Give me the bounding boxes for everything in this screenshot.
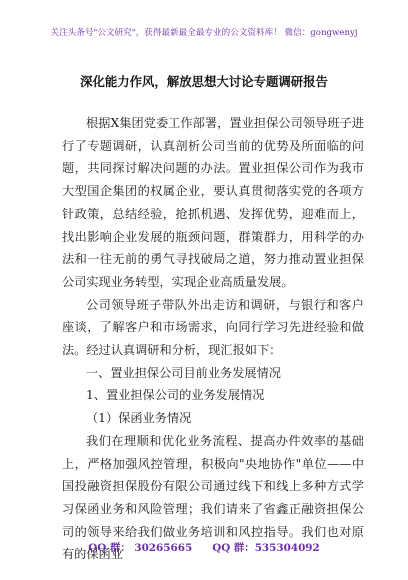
paragraph-guarantee: 我们在理顺和优化业务流程、提高办件效率的基础上，严格加强风控管理，积极向"央地协作"单位——中国投融资担保股份有限公司通过线下和线上多种方式学习保函业务和风险管理；我们请来了省鑫正融资担保公司的领导来给我们做业务培训和风控指导。我们也对原有的保函业 [62, 433, 364, 562]
promo-header: 关注头条号"公文研究"，获得最新最全最专业的公文资料库！ 微信：gongwenyj [50, 28, 358, 38]
heading-level-2: 1、置业担保公司的业务发展情况 [86, 388, 265, 403]
paragraph-survey: 公司领导班子带队外出走访和调研，与银行和客户座谈，了解客户和市场需求，向同行学习先进经验和做法。经过认真调研和分析，现汇报如下： [62, 297, 364, 358]
paragraph-intro: 根据X集团党委工作部署，置业担保公司领导班子进行了专题调研，认真剖析公司当前的优势及所面临的问题，共同探讨解决问题的办法。置业担保公司作为我市大型国企集团的权属企业，要认真贯彻落实党的各项方针政策，总结经验，抢抓机遇、发挥优势，迎难而上，找出影响企业发展的瓶颈问题，群策群力，用科学的办法和一往无前的勇气寻找破局之道，努力推动置业担保公司实现业务转型，实现企业高质量发展。 [62, 116, 364, 289]
document-body [62, 112, 364, 566]
document-title: 深化能力作风，解放思想大讨论专题调研报告 [80, 74, 328, 89]
qq-group-2: QQ 群：535304092 [212, 542, 320, 554]
heading-level-1: 一、置业担保公司目前业务发展情况 [86, 365, 281, 380]
qq-group-footer [0, 539, 408, 554]
qq-group-1: QQ 群： 30265665 [88, 542, 193, 554]
heading-level-3: （1）保函业务情况 [86, 411, 192, 426]
